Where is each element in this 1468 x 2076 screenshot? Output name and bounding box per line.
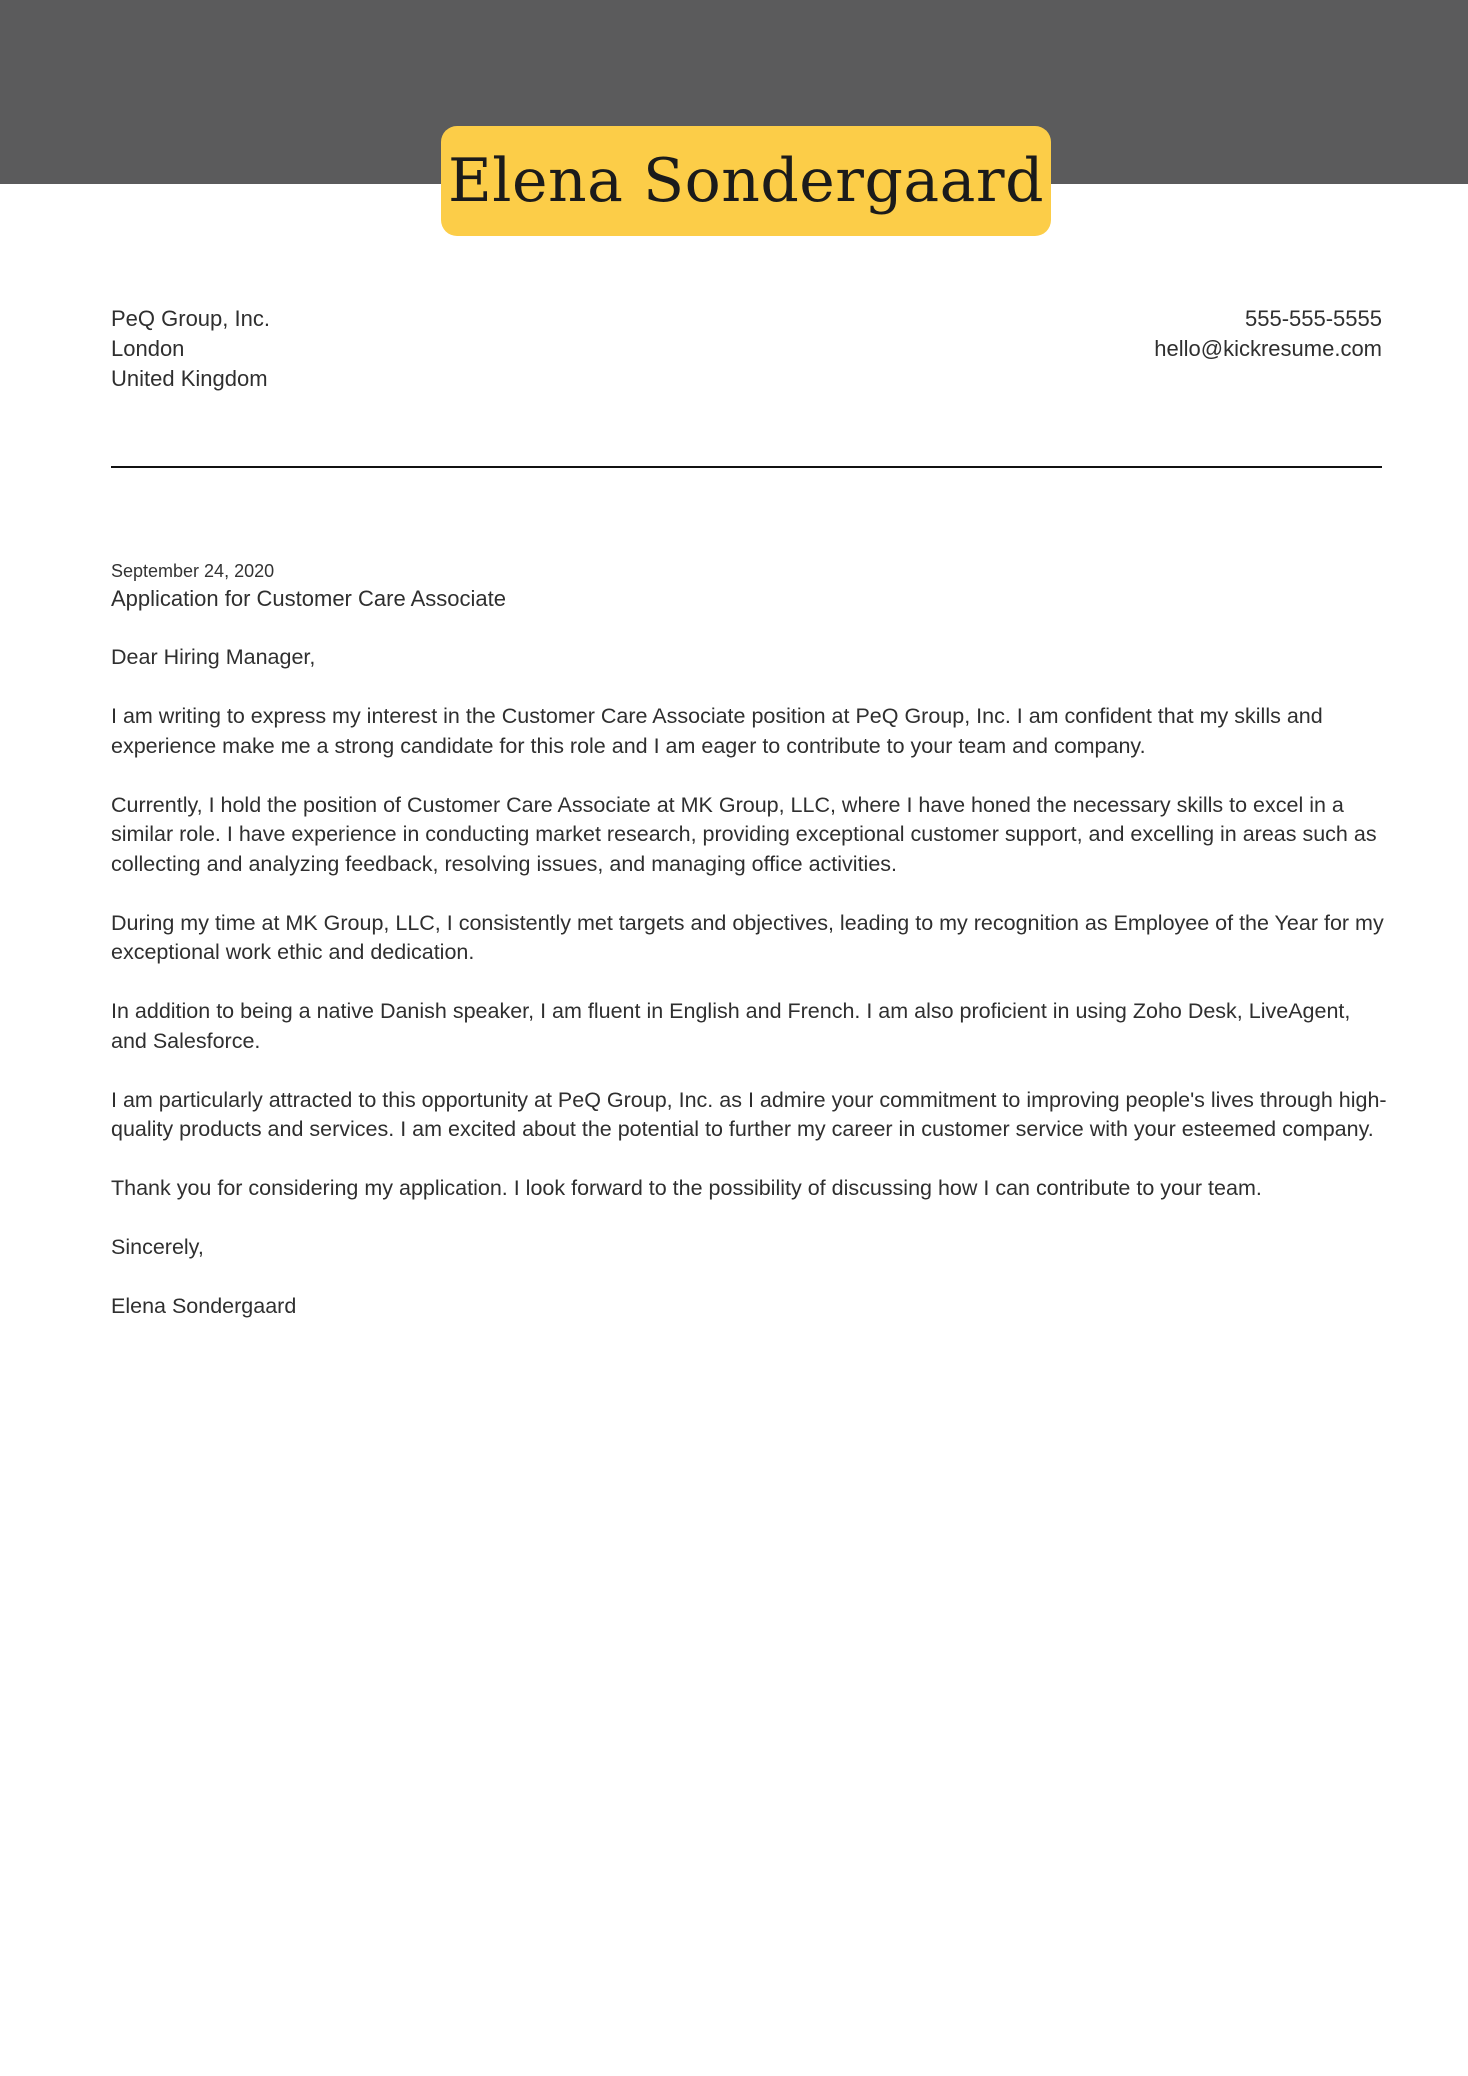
letter-paragraph: I am particularly attracted to this opportunity at PeQ Group, Inc. as I admire your commitment to improving people's lives through high-quality products and services. I am excited about the potential to further my career in customer service with your esteemed company. xyxy=(111,1087,1387,1141)
letter-paragraph: Currently, I hold the position of Customer Care Associate at MK Group, LLC, where I have honed the necessary skills to excel in a similar role. I have experience in conducting market research, providing exceptional customer support, and excelling in areas such as collecting and analyzing feedback, resolving issues, and managing office activities. xyxy=(111,792,1377,876)
letter-body xyxy=(111,558,1387,1351)
letter-paragraph: I am writing to express my interest in the Customer Care Associate position at PeQ Group, Inc. I am confident that my skills and experience make me a strong candidate for this role and I am eager to contribute to your team and company. xyxy=(111,704,1323,758)
contact-info xyxy=(1154,304,1382,364)
contact-phone: 555-555-5555 xyxy=(1244,306,1382,331)
letter-subject: Application for Customer Care Associate xyxy=(111,586,506,611)
letter-date: September 24, 2020 xyxy=(111,561,275,581)
letter-signature: Elena Sondergaard xyxy=(111,1294,297,1318)
recipient-country: United Kingdom xyxy=(111,366,268,391)
recipient-address xyxy=(111,304,270,394)
applicant-name: Elena Sondergaard xyxy=(448,146,1044,216)
letter-paragraph: Thank you for considering my application. I look forward to the possibility of discussing how I can contribute to your team. xyxy=(111,1176,1262,1200)
recipient-city: London xyxy=(111,336,185,361)
letter-paragraph: During my time at MK Group, LLC, I consistently met targets and objectives, leading to my recognition as Employee of the Year for my exceptional work ethic and dedication. xyxy=(111,910,1384,964)
header-divider xyxy=(111,466,1382,468)
contact-email: hello@kickresume.com xyxy=(1154,336,1382,361)
recipient-company: PeQ Group, Inc. xyxy=(111,306,270,331)
letter-paragraph: In addition to being a native Danish speaker, I am fluent in English and French. I am also proficient in using Zoho Desk, LiveAgent, and Salesforce. xyxy=(111,999,1351,1053)
letter-closing: Sincerely, xyxy=(111,1235,204,1259)
letter-greeting: Dear Hiring Manager, xyxy=(111,645,316,669)
name-plate xyxy=(441,126,1051,236)
